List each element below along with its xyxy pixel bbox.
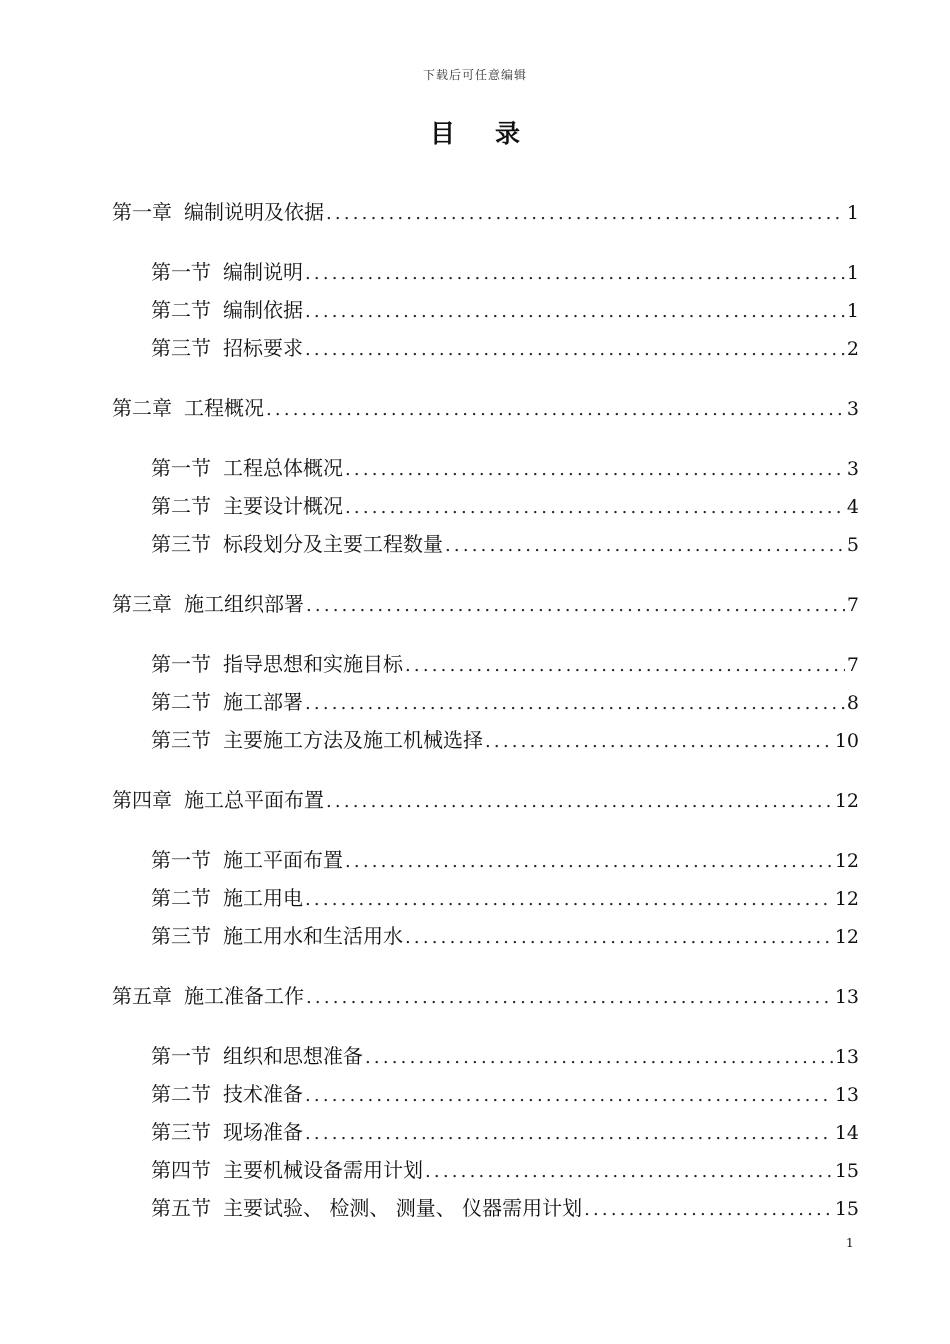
toc-section-entry[interactable] xyxy=(151,256,859,286)
toc-section-entry[interactable] xyxy=(151,452,859,482)
toc-section-entry[interactable] xyxy=(151,882,859,912)
toc-entry-label xyxy=(151,452,343,481)
toc-entry-label xyxy=(151,1078,303,1107)
toc-entry-number: 第二节 xyxy=(151,298,211,322)
toc-dot-leader xyxy=(403,927,833,948)
toc-entry-number: 第二节 xyxy=(151,494,211,518)
toc-entry-page: 7 xyxy=(846,654,859,676)
toc-entry-label xyxy=(151,1040,363,1069)
toc-entry-page: 15 xyxy=(834,1160,859,1182)
toc-dot-leader xyxy=(343,851,833,872)
toc-section-entry[interactable] xyxy=(151,1154,859,1184)
toc-entry-text: 编制说明 xyxy=(223,260,303,284)
toc-dot-leader xyxy=(403,655,845,676)
toc-section-entry[interactable] xyxy=(151,724,859,754)
toc-entry-page: 10 xyxy=(834,730,859,752)
toc-dot-leader xyxy=(483,731,833,752)
toc-chapter-entry[interactable] xyxy=(112,196,859,226)
toc-entry-number: 第二节 xyxy=(151,1082,211,1106)
toc-dot-leader xyxy=(423,1161,833,1182)
toc-entry-text: 技术准备 xyxy=(223,1082,303,1106)
toc-dot-leader xyxy=(363,1047,833,1068)
toc-entry-label xyxy=(151,920,403,949)
toc-entry-page: 13 xyxy=(834,986,859,1008)
toc-entry-text: 主要试验、 检测、 测量、 仪器需用计划 xyxy=(223,1196,583,1220)
toc-dot-leader xyxy=(303,339,845,360)
toc-dot-leader xyxy=(324,791,833,812)
toc-entry-number: 第一节 xyxy=(151,1044,211,1068)
toc-dot-leader xyxy=(264,399,845,420)
toc-entry-page: 1 xyxy=(846,300,859,322)
toc-entry-number: 第五章 xyxy=(112,984,172,1008)
toc-entry-text: 主要施工方法及施工机械选择 xyxy=(223,728,483,752)
toc-section-entry[interactable] xyxy=(151,844,859,874)
toc-entry-label xyxy=(112,980,304,1009)
toc-entry-text: 招标要求 xyxy=(223,336,303,360)
toc-entry-label xyxy=(151,686,303,715)
toc-entry-number: 第三节 xyxy=(151,532,211,556)
toc-section-entry[interactable] xyxy=(151,648,859,678)
toc-entry-number: 第四章 xyxy=(112,788,172,812)
toc-dot-leader xyxy=(303,1085,833,1106)
toc-entry-number: 第一节 xyxy=(151,848,211,872)
toc-dot-leader xyxy=(303,1123,833,1144)
toc-dot-leader xyxy=(304,595,845,616)
toc-entry-label xyxy=(151,1116,303,1145)
toc-entry-page: 3 xyxy=(846,458,859,480)
toc-dot-leader xyxy=(303,693,845,714)
toc-section-entry[interactable] xyxy=(151,490,859,520)
toc-entry-label xyxy=(112,392,264,421)
toc-entry-text: 编制说明及依据 xyxy=(184,200,324,224)
toc-entry-page: 12 xyxy=(834,888,859,910)
toc-entry-number: 第三节 xyxy=(151,728,211,752)
toc-dot-leader xyxy=(443,535,845,556)
toc-section-entry[interactable] xyxy=(151,1116,859,1146)
toc-entry-text: 编制依据 xyxy=(223,298,303,322)
toc-entry-page: 8 xyxy=(846,692,859,714)
toc-entry-number: 第一节 xyxy=(151,456,211,480)
page-title: 目录 xyxy=(429,119,560,148)
toc-entry-text: 施工组织部署 xyxy=(184,592,304,616)
page-number: 1 xyxy=(846,1236,854,1250)
toc-entry-label xyxy=(151,1192,582,1221)
toc-entry-page: 12 xyxy=(834,790,859,812)
toc-entry-page: 4 xyxy=(846,496,859,518)
header-note: 下载后可任意编辑 xyxy=(422,68,527,82)
toc-entry-text: 施工用水和生活用水 xyxy=(223,924,403,948)
toc-dot-leader xyxy=(303,889,833,910)
toc-section-entry[interactable] xyxy=(151,686,859,716)
toc-chapter-entry[interactable] xyxy=(112,588,859,618)
toc-entry-number: 第二节 xyxy=(151,886,211,910)
toc-section-entry[interactable] xyxy=(151,294,859,324)
toc-entry-text: 主要设计概况 xyxy=(223,494,343,518)
toc-entry-label xyxy=(151,528,443,557)
toc-entry-label xyxy=(151,294,303,323)
toc-entry-text: 工程总体概况 xyxy=(223,456,343,480)
toc-entry-page: 2 xyxy=(846,338,859,360)
toc-entry-text: 施工准备工作 xyxy=(184,984,304,1008)
toc-entry-page: 13 xyxy=(834,1046,859,1068)
toc-entry-number: 第一章 xyxy=(112,200,172,224)
toc-entry-number: 第一节 xyxy=(151,652,211,676)
toc-chapter-entry[interactable] xyxy=(112,980,859,1010)
toc-chapter-entry[interactable] xyxy=(112,784,859,814)
toc-section-entry[interactable] xyxy=(151,920,859,950)
toc-dot-leader xyxy=(303,301,845,322)
toc-section-entry[interactable] xyxy=(151,332,859,362)
toc-entry-label xyxy=(151,882,303,911)
toc-section-entry[interactable] xyxy=(151,528,859,558)
toc-entry-label xyxy=(112,196,324,225)
toc-entry-number: 第一节 xyxy=(151,260,211,284)
toc-entry-page: 14 xyxy=(834,1122,859,1144)
toc-entry-number: 第三节 xyxy=(151,336,211,360)
toc-entry-text: 工程概况 xyxy=(184,396,264,420)
toc-entry-label xyxy=(151,648,403,677)
toc-entry-number: 第五节 xyxy=(151,1196,211,1220)
toc-entry-text: 主要机械设备需用计划 xyxy=(223,1158,423,1182)
toc-entry-page: 13 xyxy=(834,1084,859,1106)
toc-entry-number: 第二节 xyxy=(151,690,211,714)
toc-entry-number: 第四节 xyxy=(151,1158,211,1182)
toc-dot-leader xyxy=(582,1199,833,1220)
toc-entry-label xyxy=(151,332,303,361)
toc-dot-leader xyxy=(304,987,833,1008)
toc-entry-page: 15 xyxy=(834,1198,859,1220)
toc-entry-text: 施工总平面布置 xyxy=(184,788,324,812)
toc-entry-page: 7 xyxy=(846,594,859,616)
toc-entry-page: 12 xyxy=(834,926,859,948)
toc-dot-leader xyxy=(303,263,845,284)
toc-entry-page: 5 xyxy=(846,534,859,556)
toc-entry-page: 1 xyxy=(846,202,859,224)
toc-entry-text: 施工部署 xyxy=(223,690,303,714)
toc-entry-page: 1 xyxy=(846,262,859,284)
toc-section-entry[interactable] xyxy=(151,1192,859,1222)
toc-chapter-entry[interactable] xyxy=(112,392,859,422)
toc-entry-text: 标段划分及主要工程数量 xyxy=(223,532,443,556)
toc-entry-label xyxy=(151,1154,423,1183)
toc-dot-leader xyxy=(343,497,845,518)
toc-entry-label xyxy=(151,724,483,753)
toc-entry-number: 第二章 xyxy=(112,396,172,420)
toc-section-entry[interactable] xyxy=(151,1078,859,1108)
toc-entry-number: 第三节 xyxy=(151,924,211,948)
toc-entry-number: 第三章 xyxy=(112,592,172,616)
toc-dot-leader xyxy=(343,459,845,480)
toc-entry-text: 施工用电 xyxy=(223,886,303,910)
toc-entry-page: 3 xyxy=(846,398,859,420)
toc-entry-label xyxy=(112,588,304,617)
toc-entry-text: 指导思想和实施目标 xyxy=(223,652,403,676)
toc-entry-page: 12 xyxy=(834,850,859,872)
toc-entry-label xyxy=(112,784,324,813)
toc-section-entry[interactable] xyxy=(151,1040,859,1070)
toc-dot-leader xyxy=(324,203,845,224)
toc-entry-label xyxy=(151,490,343,519)
toc-entry-text: 组织和思想准备 xyxy=(223,1044,363,1068)
toc-entry-text: 施工平面布置 xyxy=(223,848,343,872)
toc-entry-number: 第三节 xyxy=(151,1120,211,1144)
toc-entry-text: 现场准备 xyxy=(223,1120,303,1144)
toc-entry-label xyxy=(151,256,303,285)
toc-entry-label xyxy=(151,844,343,873)
